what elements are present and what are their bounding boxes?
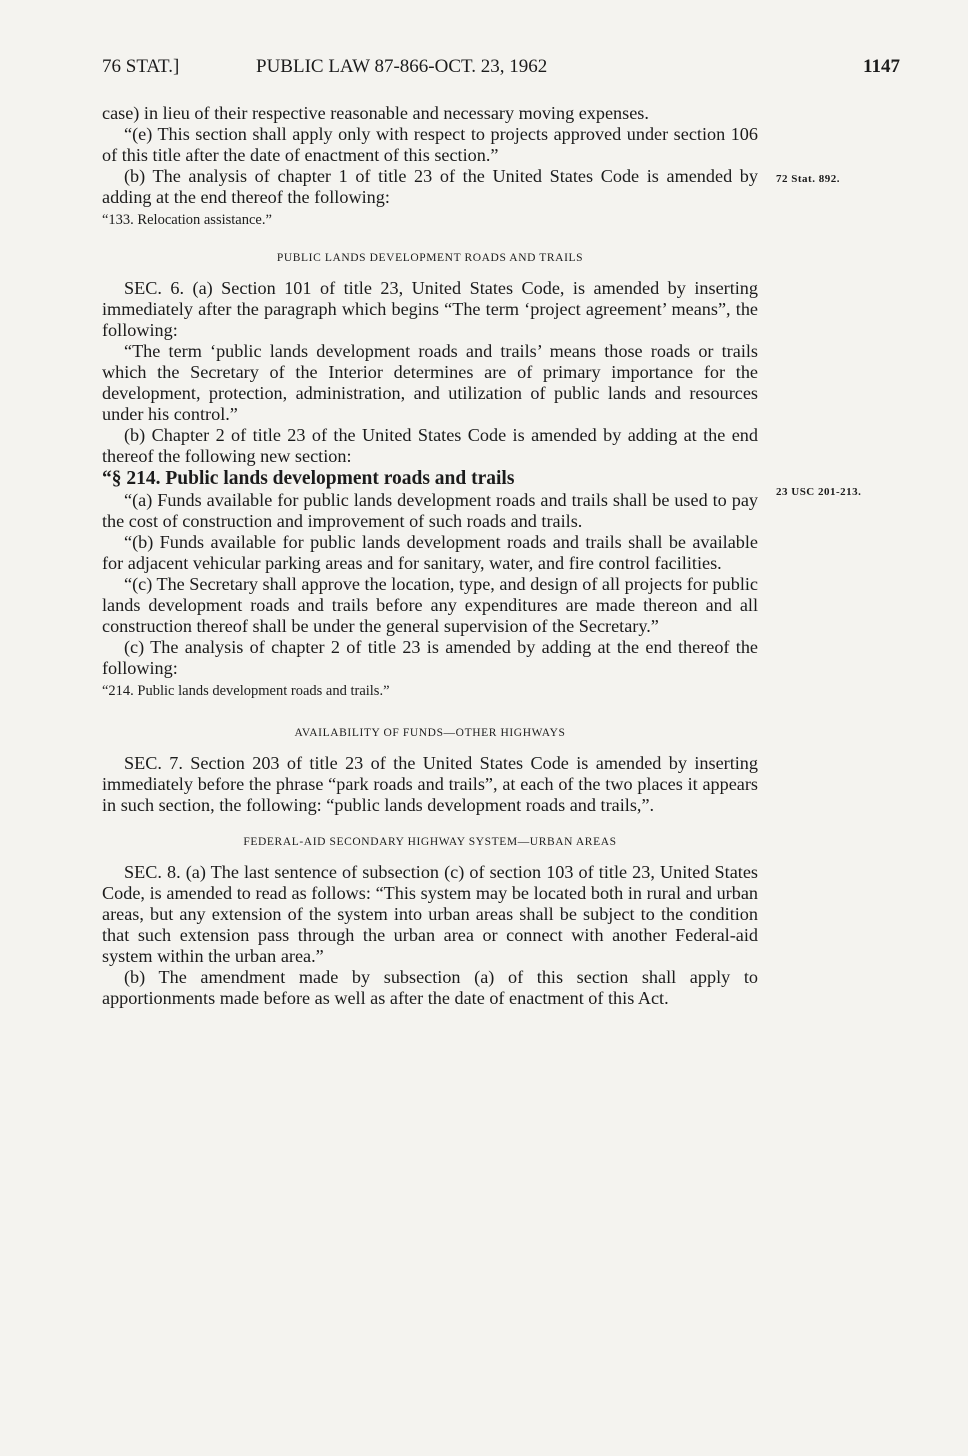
margin-note-72-stat: 72 Stat. 892. [776, 173, 840, 185]
heading-secondary-highway: FEDERAL-AID SECONDARY HIGHWAY SYSTEM—URBAN AREAS [243, 836, 617, 848]
page-number: 1147 [863, 56, 900, 77]
paragraph-sec-8b: (b) The amendment made by subsection (a) of this section shall apply to apportionments made before as well as after the date of enactment of this Act. [102, 967, 758, 1008]
paragraph-214a: “(a) Funds available for public lands development roads and trails shall be used to pay the cost of construction and improvement of such roads and trails. [102, 490, 758, 531]
law-title: PUBLIC LAW 87-866-OCT. 23, 1962 [256, 56, 548, 77]
paragraph-analysis-chapter-1: (b) The analysis of chapter 1 of title 23 of the United States Code is amended by adding at the end thereof the following: [102, 166, 758, 207]
paragraph-sec-6a: SEC. 6. (a) Section 101 of title 23, United States Code, is amended by inserting immediately after the paragraph which begins “The term ‘project agreement’ means”, the following: [102, 278, 758, 340]
paragraph-214c: “(c) The Secretary shall approve the location, type, and design of all projects for public lands development roads and trails before any expenditures are made thereon and all construction thereof shall be under the general supervision of the Secretary.” [102, 574, 758, 636]
volume-reference: 76 STAT.] [102, 56, 180, 77]
page-header [102, 56, 900, 86]
paragraph-definition: “The term ‘public lands development roads and trails’ means those roads or trails which the Secretary of the Interior determines are of primary importance for the development, protection, administration, and utilization of public lands and resources under his control.” [102, 341, 758, 424]
section-214-title: “§ 214. Public lands development roads and trails [102, 468, 515, 489]
section-133-entry: “133. Relocation assistance.” [102, 212, 272, 228]
heading-availability-of-funds: AVAILABILITY OF FUNDS—OTHER HIGHWAYS [294, 727, 566, 739]
paragraph-subsection-e: “(e) This section shall apply only with respect to projects approved under section 106 of this title after the date of enactment of this section.” [102, 124, 758, 165]
paragraph-sec-7: SEC. 7. Section 203 of title 23 of the United States Code is amended by inserting immediately before the phrase “park roads and trails”, at each of the two places it appears in such section, the following: “public lands development roads and trails,”. [102, 753, 758, 815]
paragraph-sec-6b: (b) Chapter 2 of title 23 of the United States Code is amended by adding at the end thereof the following new section: [102, 425, 758, 466]
paragraph-sec-8a: SEC. 8. (a) The last sentence of subsection (c) of section 103 of title 23, United States Code, is amended to read as follows: “This system may be located both in rural and urban areas, but any extension of the system into urban areas shall be subject to the condition that such extension pass through the urban area or connect with another Federal-aid system within the urban area.” [102, 862, 758, 966]
section-214-entry: “214. Public lands development roads and trails.” [102, 683, 390, 699]
paragraph-214b: “(b) Funds available for public lands development roads and trails shall be available for adjacent vehicular parking areas and for sanitary, water, and fire control facilities. [102, 532, 758, 573]
margin-note-23-usc: 23 USC 201-213. [776, 486, 862, 498]
heading-public-lands: PUBLIC LANDS DEVELOPMENT ROADS AND TRAILS [276, 252, 584, 264]
paragraph-sec-6c: (c) The analysis of chapter 2 of title 23 is amended by adding at the end thereof the following: [102, 637, 758, 678]
paragraph-moving-expenses: case) in lieu of their respective reasonable and necessary moving expenses. [102, 103, 649, 123]
page-body [102, 103, 758, 1009]
